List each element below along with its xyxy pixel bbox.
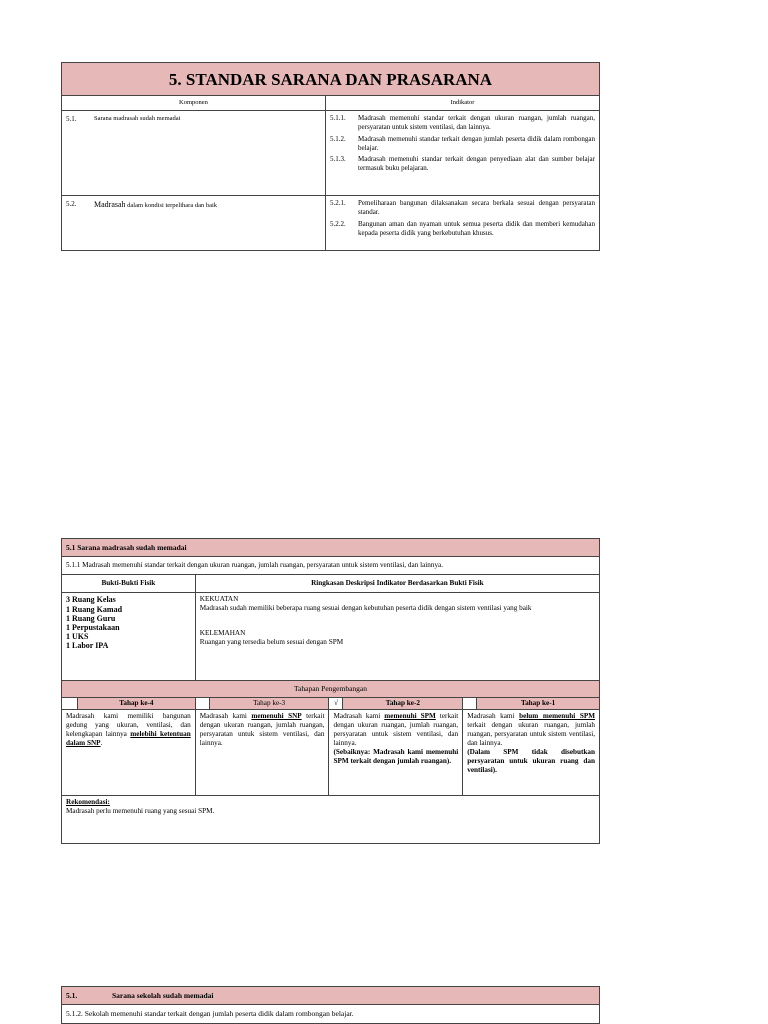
list-item: 1 Ruang Kamad [66, 604, 123, 614]
stage-emphasis: belum memenuhi SPM [519, 711, 595, 720]
stage-text: Madrasah kami [333, 711, 385, 720]
ringkasan-cell [195, 593, 599, 681]
stage-note: (Sebaiknya: Madrasah kami memenuhi SPM terkait dengan jumlah ruangan). [333, 747, 459, 765]
komponen-bold: Madrasah [94, 200, 126, 210]
rekomendasi-label: Rekomendasi: [66, 797, 110, 806]
bukti-list [62, 593, 196, 681]
komponen-number: 5.1. [66, 115, 77, 124]
evaluasi-table [61, 538, 600, 844]
stage-check-box[interactable] [195, 697, 209, 709]
indicator-number: 5.2.2. [330, 219, 346, 228]
stage-text: terkait dengan ukuran ruangan, jumlah ruangan, persyaratan untuk sistem ventilasi, dan lainnya. [199, 711, 325, 747]
stage-text: terkait dengan ukuran ruangan, jumlah ruangan, persyaratan untuk sistem ventilasi, dan lainnya. [333, 711, 459, 747]
section-header: 5.1 Sarana madrasah sudah memadai [62, 539, 600, 557]
indicator-item [330, 220, 595, 238]
tahapan-title: Tahapan Pengembangan [62, 681, 600, 697]
col-bukti-header: Bukti-Bukti Fisik [62, 575, 196, 593]
rekomendasi-text: Madrasah perlu memenuhi ruang yang sesuai SPM. [66, 806, 215, 815]
stage-text: terkait dengan ukuran ruangan, jumlah ruangan, persyaratan untuk sistem ventilasi, dan lainnya. [467, 720, 595, 747]
list-item: 1 Ruang Guru [66, 613, 116, 623]
indicator-text: Madrasah memenuhi standar terkait dengan ukuran ruangan, jumlah ruangan, persyaratan untuk sistem ventilasi, dan lainnya. [358, 114, 595, 132]
stage-label-4: Tahap ke-4 [77, 697, 195, 709]
indicator-subheader: 5.1.1 Madrasah memenuhi standar terkait dengan ukuran ruangan, jumlah ruangan, persyaratan untuk sistem ventilasi, dan lainnya. [62, 557, 600, 575]
stage-check-box[interactable] [62, 697, 78, 709]
indicator-subheader: 5.1.2. Sekolah memenuhi standar terkait dengan jumlah peserta didik dalam rombongan belajar. [62, 1005, 600, 1023]
stage-2-description [329, 709, 463, 795]
indicator-item [330, 135, 595, 153]
kekuatan-text: Madrasah sudah memiliki beberapa ruang sesuai dengan kebutuhan peserta didik dengan sistem ventilasi yang baik [199, 604, 532, 613]
indikator-cell [326, 196, 600, 251]
komponen-text: dalam kondisi terpelihara dan baik [125, 202, 218, 210]
list-item: 1 Labor IPA [66, 641, 109, 651]
section-title: 5. STANDAR SARANA DAN PRASARANA [62, 63, 600, 96]
col-komponen-header: Komponen [62, 96, 326, 111]
list-item: 1 UKS [66, 632, 89, 642]
stage-text: Madrasah kami memiliki bangunan gedung yang ukuran, ventilasi, dan kelengkapan lainnya [66, 711, 191, 738]
indicator-number: 5.1.1. [330, 114, 346, 123]
indicator-text: Madrasah memenuhi standar terkait dengan jumlah peserta didik dalam rombongan belajar. [358, 134, 595, 152]
evaluasi-table-2 [61, 986, 600, 1024]
stage-label-3: Tahap ke-3 [209, 697, 329, 709]
indikator-cell [326, 111, 600, 196]
indicator-number: 5.1.3. [330, 155, 346, 164]
komponen-number: 5.2. [66, 200, 77, 209]
stage-emphasis: memenuhi SPM [384, 711, 436, 720]
stage-emphasis: memenuhi SNP [251, 711, 302, 720]
section-number: 5.1. [66, 991, 78, 1000]
col-ringkasan-header: Ringkasan Deskripsi Indikator Berdasarkan Bukti Fisik [195, 575, 599, 593]
kekuatan-label: KEKUATAN [199, 595, 239, 604]
stage-4-description [62, 709, 196, 795]
indicator-text: Madrasah memenuhi standar terkait dengan penyediaan alat dan sumber belajar termasuk buku pelajaran. [358, 155, 595, 173]
list-item: 3 Ruang Kelas [66, 595, 116, 605]
col-indikator-header: Indikator [326, 96, 600, 111]
indicator-item [330, 199, 595, 217]
stage-text: Madrasah kami [199, 711, 252, 720]
indicator-text: Pemeliharaan bangunan dilaksanakan secara berkala sesuai dengan persyaratan standar. [358, 199, 595, 217]
stage-check-box[interactable]: √ [329, 697, 343, 709]
komponen-cell [62, 196, 326, 251]
stage-note: (Dalam SPM tidak disebutkan persyaratan untuk ukuran ruang dan ventilasi). [467, 747, 595, 774]
list-item: 1 Perpustakaan [66, 622, 120, 632]
stage-label-1: Tahap ke-1 [477, 697, 600, 709]
indicator-number: 5.2.1. [330, 199, 346, 208]
section-title: Sarana sekolah sudah memadai [112, 991, 214, 1000]
rekomendasi-cell [62, 795, 600, 843]
indicator-number: 5.1.2. [330, 134, 346, 143]
section-header [62, 987, 600, 1005]
stage-label-2: Tahap ke-2 [343, 697, 463, 709]
stage-3-description [195, 709, 329, 795]
komponen-cell [62, 111, 326, 196]
stage-text: . [100, 738, 103, 747]
indicator-text: Bangunan aman dan nyaman untuk semua peserta didik dan memberi kemudahan kepada peserta didik yang berkebutuhan khusus. [358, 219, 595, 237]
kelemahan-text: Ruangan yang tersedia belum sesuai dengan SPM [199, 638, 344, 647]
standar-sarana-table [61, 62, 600, 251]
indicator-item [330, 155, 595, 173]
stage-emphasis: melebihi ketentuan dalam SNP [66, 729, 191, 747]
indicator-item [330, 114, 595, 132]
komponen-text: Sarana madrasah sudah memadai [94, 115, 181, 123]
stage-check-box[interactable] [463, 697, 477, 709]
kelemahan-label: KELEMAHAN [199, 629, 246, 638]
stage-1-description [463, 709, 600, 795]
stage-text: Madrasah kami [467, 711, 520, 720]
